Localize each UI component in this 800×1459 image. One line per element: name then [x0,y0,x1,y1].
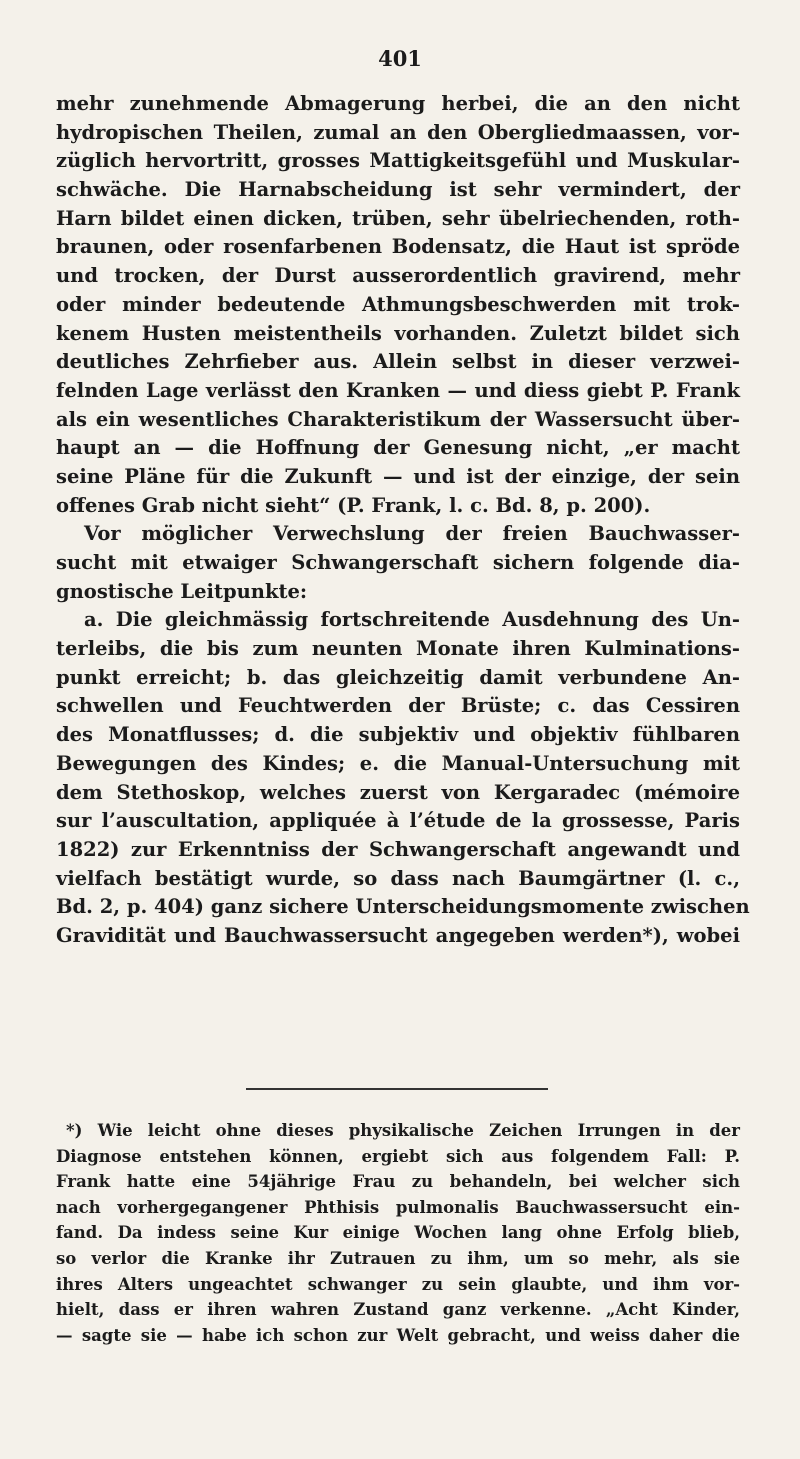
body-line: offenes Grab nicht sieht“ (P. Frank, l. c. Bd. 8, p. 200). [56,493,651,517]
footnote [56,1118,740,1348]
body-line: als ein wesentliches Charakteristikum der Wassersucht über- [56,407,740,431]
body-line: haupt an — die Hoffnung der Genesung nicht, „er macht [56,436,740,460]
body-line: gnostische Leitpunkte: [56,579,308,603]
body-line: sur l’auscultation, appliquée à l’étude de la grossesse, Paris [56,809,740,833]
body-line: 1822) zur Erkenntniss der Schwangerschaft angewandt und [56,837,740,861]
body-line: a. Die gleichmässig fortschreitende Ausdehnung des Un- [84,608,740,632]
body-line: Gravidität und Bauchwassersucht angegeben werden*), wobei [56,923,740,947]
body-line: Bd. 2, p. 404) ganz sichere Unterscheidungsmomente zwischen [56,895,750,919]
body-line: felnden Lage verlässt den Kranken — und diess giebt P. Frank [56,378,740,402]
body-line: Vor möglicher Verwechslung der freien Bauchwasser- [84,522,740,546]
footnote-line: *) Wie leicht ohne dieses physikalische Zeichen Irrungen in der [66,1121,740,1140]
body-line: oder minder bedeutende Athmungsbeschwerden mit trok- [56,292,740,316]
body-line: schwäche. Die Harnabscheidung ist sehr vermindert, der [56,178,740,202]
body-line: Bewegungen des Kindes; e. die Manual-Untersuchung mit [56,751,740,775]
body-line: hydropischen Theilen, zumal an den Obergliedmaassen, vor- [56,120,740,144]
body-line: züglich hervortritt, grosses Mattigkeitsgefühl und Muskular- [56,149,740,173]
body-line: sucht mit etwaiger Schwangerschaft sichern folgende dia- [56,551,740,574]
body-line: deutliches Zehrfieber aus. Allein selbst in dieser verzwei- [56,350,740,374]
body-text [56,90,750,951]
body-line: seine Pläne für die Zukunft — und ist der einzige, der sein [56,464,740,488]
body-line: Harn bildet einen dicken, trüben, sehr übelriechenden, roth- [56,206,740,230]
footnote-line: Frank hatte eine 54jährige Frau zu behandeln, bei welcher sich [56,1172,740,1192]
body-line: schwellen und Feuchtwerden der Brüste; c. das Cessiren [56,694,740,718]
footnote-line: fand. Da indess seine Kur einige Wochen lang ohne Erfolg blieb, [56,1223,740,1243]
body-line: des Monatflusses; d. die subjektiv und objektiv fühlbaren [56,723,740,747]
footnote-line: Diagnose entstehen können, ergiebt sich aus folgendem Fall: P. [56,1146,740,1166]
footnote-line: — sagte sie — habe ich schon zur Welt gebracht, und weiss daher die [56,1325,740,1345]
page-number: 401 [378,46,422,71]
body-line: terleibs, die bis zum neunten Monate ihren Kulminations- [56,637,740,661]
body-line: und trocken, der Durst ausserordentlich gravirend, mehr [56,264,740,288]
footnote-line: nach vorhergegangener Phthisis pulmonalis Bauchwassersucht ein- [56,1197,740,1217]
body-line: braunen, oder rosenfarbenen Bodensatz, die Haut ist spröde [56,235,740,259]
body-line: punkt erreicht; b. das gleichzeitig damit verbundene An- [56,665,740,689]
footnote-line: so verlor die Kranke ihr Zutrauen zu ihm, um so mehr, als sie [56,1248,740,1268]
body-line: mehr zunehmende Abmagerung herbei, die an den nicht [56,92,740,115]
footnote-line: ihres Alters ungeachtet schwanger zu sein glaubte, und ihm vor- [56,1274,740,1294]
body-line: vielfach bestätigt wurde, so dass nach Baumgärtner (l. c., [56,866,740,890]
body-line: kenem Husten meistentheils vorhanden. Zuletzt bildet sich [56,321,740,345]
body-line: dem Stethoskop, welches zuerst von Kergaradec (mémoire [56,780,740,804]
footnote-line: hielt, dass er ihren wahren Zustand ganz verkenne. „Acht Kinder, [56,1300,740,1320]
footnote-rule [246,1088,548,1090]
